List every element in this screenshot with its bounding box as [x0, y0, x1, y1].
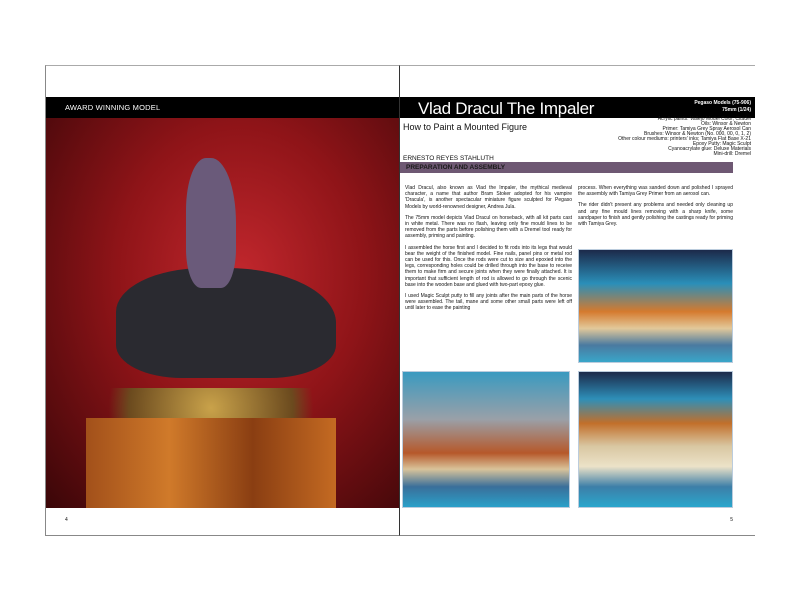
photo-primed-horse: [402, 371, 570, 508]
hero-photo-mounted-figure: [46, 118, 399, 508]
scale: 75mm (1/24): [722, 107, 751, 113]
left-page: [45, 65, 400, 536]
section-heading: PREPARATION AND ASSEMBLY: [406, 164, 506, 171]
material-item: Cyanoacrylate glue: Deluxe Materials: [668, 146, 751, 152]
manufacturer: Pegaso Models (75-906): [694, 100, 751, 106]
article-title: Vlad Dracul The Impaler: [418, 99, 595, 118]
materials-list: [618, 117, 751, 157]
material-item: Acrylic paints: Vallejo Model Color, Citadel: [657, 116, 751, 122]
page-number: 5: [730, 517, 733, 523]
section-label: AWARD WINNING MODEL: [65, 103, 161, 112]
material-item: Epoxy Putty: Magic Sculpt: [692, 141, 751, 147]
material-item: Primer: Tamiya Grey Spray Aerosol Can: [662, 126, 751, 132]
right-page: [400, 65, 755, 536]
paragraph: The rider didn't present any problems and needed only cleaning up and any fine mould lines removing with a sharp knife, some sandpaper to finish and gently polishing the castings ready for priming with Tamiya Grey.: [578, 202, 733, 228]
text-column-2: [578, 185, 733, 232]
section-band: [46, 97, 399, 118]
author: ERNESTO REYES STAHLUTH: [403, 155, 494, 162]
paragraph: I assembled the horse first and I decided to fit rods into its legs that would bear the weight of the finished model. Fine nails, panel pins or metal rod can be used for this. Once the rods were cut to size and epoxied into the legs, corresponding holes could be drilled through into the base to receive them to make firm and secure joints when they were finally attached. It is important that sufficient length of rod is allowed to go through the scenic base into the wooden base and glued with two-part epoxy glue.: [405, 244, 572, 288]
wooden-base: [86, 418, 336, 508]
paragraph: Vlad Dracul, also known as Vlad the Impaler, the mythical medieval character, a name that author Bram Stoker adopted for his vampire 'Dracula', is another spectacular miniature figure sculpted for Pegaso Models by world-renowned designer, Andrea Jula.: [405, 185, 572, 210]
material-item: Oils: Winsor & Newton: [700, 121, 751, 127]
section-heading-bar: [400, 162, 733, 173]
paragraph: I used Magic Sculpt putty to fill any joints after the main parts of the horse were assembled. The tail, mane and some other small parts were left off until later to ease the painting: [405, 293, 572, 312]
kit-info: [694, 100, 751, 114]
material-item: Brushes: Winsor & Newton (No. 000, 00, 0, 1, 2): [644, 131, 751, 137]
title-band: [400, 97, 755, 118]
material-item: Mini-drill: Dremel: [713, 151, 751, 157]
subtitle: How to Paint a Mounted Figure: [403, 122, 528, 132]
page-number: 4: [65, 517, 68, 523]
photo-scenic-base: [578, 371, 733, 508]
rider-figure: [186, 158, 236, 288]
paragraph: process. When everything was sanded down and polished I sprayed the assembly with Tamiya Grey Primer from an aerosol can.: [578, 185, 733, 198]
text-column-1: [405, 185, 572, 317]
paragraph: The 75mm model depicts Vlad Dracul on horseback, with all kit parts cast in white metal. There was no flash, leaving only fine mould lines to be removed from the parts before polishing them with a Dremel tool ready for assembly, priming and painting.: [405, 214, 572, 240]
photo-primed-base: [578, 249, 733, 363]
material-item: Other colour mediums: printers' inks; Tamiya Flat Base X-21: [618, 136, 751, 142]
